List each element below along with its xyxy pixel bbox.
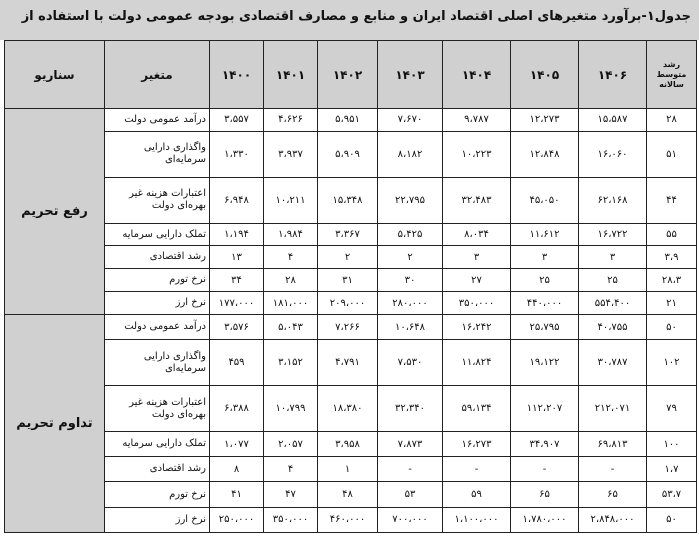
value-cell: ۵۹،۱۳۴ (443, 386, 511, 432)
value-cell: ۱،۷۸۰،۰۰۰ (511, 507, 579, 532)
variable-cell: رشد اقتصادی (105, 457, 210, 482)
value-cell: ۱۹،۱۲۲ (511, 340, 579, 386)
value-cell: ۲۵۰،۰۰۰ (210, 507, 264, 532)
avg-growth-cell: ۲۱ (647, 292, 697, 315)
value-cell: ۲ (318, 246, 378, 269)
value-cell: ۱۶،۲۷۳ (443, 432, 511, 457)
header-year: ۱۴۰۱ (264, 41, 318, 109)
value-cell: ۳۵۰،۰۰۰ (264, 507, 318, 532)
avg-growth-cell: ۱،۷ (647, 457, 697, 482)
value-cell: ۶۵ (579, 482, 647, 507)
value-cell: ۳۲،۴۸۳ (443, 177, 511, 223)
avg-growth-cell: ۲۸ (647, 109, 697, 132)
variable-cell: نرخ تورم (105, 482, 210, 507)
value-cell: ۱،۱۰۰،۰۰۰ (443, 507, 511, 532)
table-row (5, 482, 697, 507)
avg-growth-cell: ۷۹ (647, 386, 697, 432)
value-cell: ۵،۹۰۹ (318, 131, 378, 177)
value-cell: ۱۵،۵۸۷ (579, 109, 647, 132)
value-cell: ۵۳ (378, 482, 443, 507)
value-cell: ۷،۲۶۶ (318, 315, 378, 340)
value-cell: ۲،۰۵۷ (264, 432, 318, 457)
variable-cell: نرخ ارز (105, 292, 210, 315)
header-year: ۱۴۰۳ (378, 41, 443, 109)
value-cell: ۸،۰۳۴ (443, 223, 511, 246)
table-row (5, 292, 697, 315)
value-cell: - (443, 457, 511, 482)
value-cell: ۳۲،۳۴۰ (378, 386, 443, 432)
avg-growth-cell: ۱۰۲ (647, 340, 697, 386)
value-cell: ۳،۵۷۶ (210, 315, 264, 340)
value-cell: ۱۱،۸۲۴ (443, 340, 511, 386)
value-cell: ۱،۳۳۰ (210, 131, 264, 177)
value-cell: ۱۰،۶۴۸ (378, 315, 443, 340)
table-row (5, 223, 697, 246)
table-row (5, 340, 697, 386)
scenario-cell: رفع تحریم (5, 109, 105, 315)
table-title: جدول۱-برآورد متغیرهای اصلی اقتصاد ایران و منابع و مصارف اقتصادی بودجه عمومی دولت با استفاده از (0, 0, 699, 40)
value-cell: ۴۵۹ (210, 340, 264, 386)
value-cell: ۲،۸۴۸،۰۰۰ (579, 507, 647, 532)
value-cell: ۷،۵۳۰ (378, 340, 443, 386)
table-row (5, 246, 697, 269)
value-cell: ۴۷ (264, 482, 318, 507)
avg-growth-cell: ۵۱ (647, 131, 697, 177)
header-year: ۱۴۰۲ (318, 41, 378, 109)
value-cell: ۱۶،۰۶۰ (579, 131, 647, 177)
value-cell: ۴۵،۰۵۰ (511, 177, 579, 223)
avg-growth-cell: ۴۴ (647, 177, 697, 223)
value-cell: ۱۸۱،۰۰۰ (264, 292, 318, 315)
variable-cell: درآمد عمومی دولت (105, 315, 210, 340)
avg-growth-cell: ۳،۹ (647, 246, 697, 269)
value-cell: ۶۵ (511, 482, 579, 507)
variable-cell: واگذاری دارایی سرمایه‌ای (105, 340, 210, 386)
value-cell: ۱۵،۳۴۸ (318, 177, 378, 223)
value-cell: ۱ (318, 457, 378, 482)
value-cell: ۶۹،۸۱۳ (579, 432, 647, 457)
avg-growth-cell: ۵۰ (647, 507, 697, 532)
value-cell: ۱۱،۶۱۲ (511, 223, 579, 246)
avg-growth-cell: ۲۸،۳ (647, 269, 697, 292)
header-scenario: سناریو (5, 41, 105, 109)
header-year: ۱۴۰۴ (443, 41, 511, 109)
table-row (5, 315, 697, 340)
value-cell: ۲۱۲،۰۷۱ (579, 386, 647, 432)
variable-cell: نرخ ارز (105, 507, 210, 532)
value-cell: ۱۸،۳۸۰ (318, 386, 378, 432)
value-cell: ۶،۹۴۸ (210, 177, 264, 223)
scenario-cell: تداوم تحریم (5, 315, 105, 533)
value-cell: ۱۰،۲۲۳ (443, 131, 511, 177)
value-cell: ۳،۹۳۷ (264, 131, 318, 177)
value-cell: ۲۰۹،۰۰۰ (318, 292, 378, 315)
value-cell: ۱۶،۲۴۲ (443, 315, 511, 340)
value-cell: ۱،۱۹۴ (210, 223, 264, 246)
variable-cell: اعتبارات هزینه غیر بهره‌ای دولت (105, 386, 210, 432)
value-cell: ۳ (511, 246, 579, 269)
value-cell: ۱۱۲،۲۰۷ (511, 386, 579, 432)
variable-cell: واگذاری دارایی سرمایه‌ای (105, 131, 210, 177)
value-cell: ۴۰،۷۵۵ (579, 315, 647, 340)
avg-growth-cell: ۵۳،۷ (647, 482, 697, 507)
value-cell: ۵،۴۲۵ (378, 223, 443, 246)
value-cell: ۱،۰۷۷ (210, 432, 264, 457)
value-cell: ۴۸ (318, 482, 378, 507)
value-cell: ۴،۶۲۶ (264, 109, 318, 132)
value-cell: ۸،۱۸۲ (378, 131, 443, 177)
value-cell: - (511, 457, 579, 482)
table-row (5, 457, 697, 482)
value-cell: ۴۴۰،۰۰۰ (511, 292, 579, 315)
value-cell: ۲۷ (443, 269, 511, 292)
value-cell: ۲۵ (511, 269, 579, 292)
value-cell: ۱۲،۸۴۸ (511, 131, 579, 177)
header-year: ۱۴۰۵ (511, 41, 579, 109)
value-cell: ۳۴ (210, 269, 264, 292)
variable-cell: درآمد عمومی دولت (105, 109, 210, 132)
value-cell: ۳۰،۷۸۷ (579, 340, 647, 386)
variable-cell: تملک دارایی سرمایه (105, 223, 210, 246)
value-cell: ۲۵ (579, 269, 647, 292)
value-cell: ۲۵،۷۹۵ (511, 315, 579, 340)
value-cell: ۳،۵۵۷ (210, 109, 264, 132)
table-row (5, 386, 697, 432)
value-cell: ۶،۳۸۸ (210, 386, 264, 432)
value-cell: ۱۶،۷۲۲ (579, 223, 647, 246)
header-year: ۱۴۰۰ (210, 41, 264, 109)
value-cell: ۲۸ (264, 269, 318, 292)
value-cell: ۸ (210, 457, 264, 482)
value-cell: ۳۱ (318, 269, 378, 292)
avg-growth-cell: ۵۵ (647, 223, 697, 246)
value-cell: ۵۹ (443, 482, 511, 507)
variable-cell: نرخ تورم (105, 269, 210, 292)
value-cell: ۲۲،۷۹۵ (378, 177, 443, 223)
value-cell: ۱۷۷،۰۰۰ (210, 292, 264, 315)
value-cell: ۶۲،۱۶۸ (579, 177, 647, 223)
value-cell: ۱،۹۸۴ (264, 223, 318, 246)
table-row (5, 507, 697, 532)
table-row (5, 177, 697, 223)
table-row (5, 269, 697, 292)
table-row (5, 432, 697, 457)
value-cell: ۷،۶۷۰ (378, 109, 443, 132)
header-variable: متغیر (105, 41, 210, 109)
header-row (5, 41, 697, 109)
value-cell: ۵،۰۴۳ (264, 315, 318, 340)
value-cell: ۴ (264, 246, 318, 269)
value-cell: ۲۸۰،۰۰۰ (378, 292, 443, 315)
value-cell: ۳ (579, 246, 647, 269)
value-cell: ۹،۷۸۷ (443, 109, 511, 132)
header-year: ۱۴۰۶ (579, 41, 647, 109)
header-avg-growth: رشد متوسط سالانه (647, 41, 697, 109)
value-cell: ۱۰،۷۹۹ (264, 386, 318, 432)
variable-cell: تملک دارایی سرمایه (105, 432, 210, 457)
avg-growth-cell: ۵۰ (647, 315, 697, 340)
value-cell: ۷،۸۷۳ (378, 432, 443, 457)
value-cell: - (378, 457, 443, 482)
value-cell: ۳۰ (378, 269, 443, 292)
value-cell: ۳،۹۵۸ (318, 432, 378, 457)
value-cell: ۴،۷۹۱ (318, 340, 378, 386)
value-cell: ۳۴،۹۰۷ (511, 432, 579, 457)
data-table (4, 40, 697, 533)
table-row (5, 109, 697, 132)
value-cell: ۵۵۴،۴۰۰ (579, 292, 647, 315)
value-cell: - (579, 457, 647, 482)
variable-cell: رشد اقتصادی (105, 246, 210, 269)
value-cell: ۱۲،۲۷۳ (511, 109, 579, 132)
value-cell: ۱۰،۲۱۱ (264, 177, 318, 223)
value-cell: ۳،۱۵۲ (264, 340, 318, 386)
value-cell: ۴ (264, 457, 318, 482)
value-cell: ۲ (378, 246, 443, 269)
value-cell: ۳۵۰،۰۰۰ (443, 292, 511, 315)
value-cell: ۷۰۰،۰۰۰ (378, 507, 443, 532)
table-row (5, 131, 697, 177)
variable-cell: اعتبارات هزینه غیر بهره‌ای دولت (105, 177, 210, 223)
value-cell: ۳،۳۶۷ (318, 223, 378, 246)
value-cell: ۴۶۰،۰۰۰ (318, 507, 378, 532)
value-cell: ۳ (443, 246, 511, 269)
value-cell: ۱۳ (210, 246, 264, 269)
value-cell: ۵،۹۵۱ (318, 109, 378, 132)
avg-growth-cell: ۱۰۰ (647, 432, 697, 457)
value-cell: ۴۱ (210, 482, 264, 507)
